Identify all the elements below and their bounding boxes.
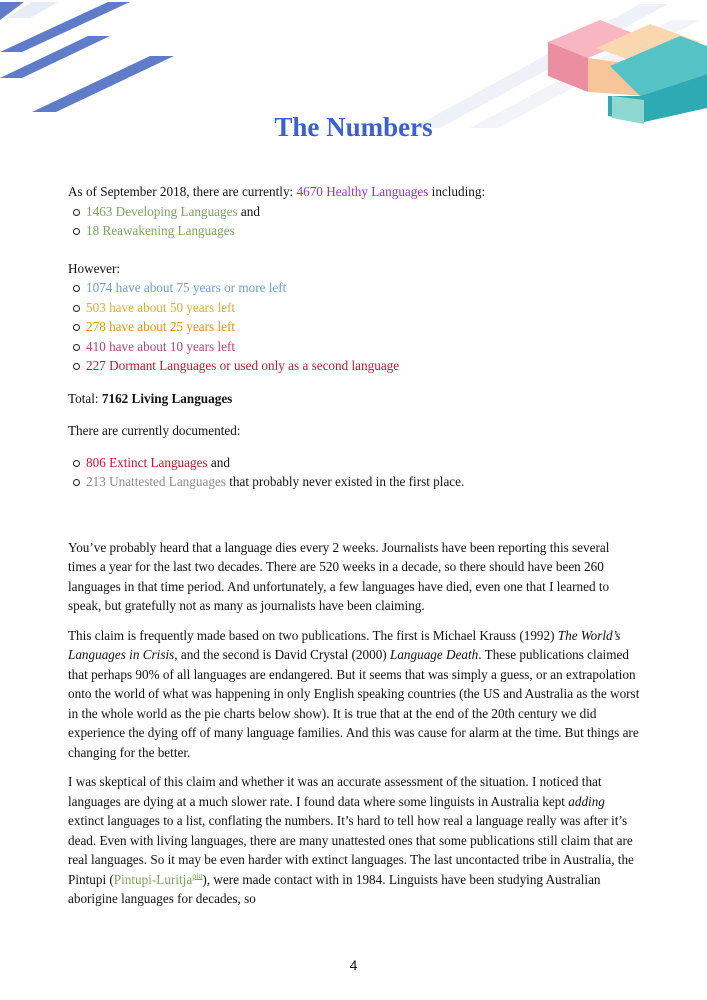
total-line: Total: 7162 Living Languages bbox=[68, 390, 233, 406]
paragraph-3: I was skeptical of this claim and whether it was an accurate assessment of the situation. I noticed that languages are dying at a much slower rate. I found data where some linguists in Australia kept adding extinct languages to a list, conflating the numbers. It’s hard to tell how real a language really was after it’s dead. Even with living languages, there are many unattested ones that some publications still claim that are real languages. So it may be even harder with extinct languages. The last uncontacted tribe in Australia, the Pintupi (Pintupi-Luritja$^{piu}$), were made contact with in 1984. Linguists have been studying Australian aborigine languages for decades, so bbox=[68, 774, 634, 906]
page-title: The Numbers bbox=[274, 112, 433, 142]
page-number: 4 bbox=[349, 957, 358, 973]
list-item: 806 Extinct Languages and bbox=[86, 453, 640, 473]
language-code-link[interactable]: piu bbox=[192, 871, 203, 881]
documented-label: There are currently documented: bbox=[68, 423, 241, 438]
paragraph-1: You’ve probably heard that a language dies every 2 weeks. Journalists have been reporting this several times a year for the last two decades. There are 520 weeks in a decade, so there should have been 260 languages in that time period. And unfortunately, a few languages have died, even one that I learned to speak, but gratefully not as many as journalists have been claiming. bbox=[68, 539, 610, 613]
paragraph-2: This claim is frequently made based on two publications. The first is Michael Krauss (1992) The World’s Languages in Crisis, and the second is David Crystal (2000) Language Death. These publications claimed that perhaps 90% of all languages are endangered. But it seems that was simply a guess, or an extrapolation onto the world of what was happening in only English speaking countries (the US and Australia as the worst in the whole world as the pie charts below show). It is true that at the end of the 20th century we did experience the dying off of many language families. And this was cause for alarm at the time. But things are changing for the better. bbox=[68, 627, 640, 760]
list-item: 1074 have about 75 years or more left bbox=[86, 278, 640, 298]
documented-list bbox=[68, 453, 640, 492]
book-title: Language Death bbox=[390, 647, 479, 662]
intro-line: As of September 2018, there are currently: 4670 Healthy Languages including: bbox=[68, 184, 486, 199]
pintupi-link[interactable]: Pintupi-Luritja bbox=[113, 871, 193, 887]
page-content bbox=[68, 182, 640, 919]
body-text bbox=[68, 538, 640, 909]
book-title: The World’s Languages in Crisis bbox=[68, 627, 621, 662]
however-label: However: bbox=[68, 260, 120, 276]
stripe-shape bbox=[32, 56, 174, 112]
total-value: 7162 Living Languages bbox=[101, 390, 233, 406]
stripe-shape bbox=[0, 2, 130, 52]
list-item: 278 have about 25 years left bbox=[86, 317, 640, 337]
list-item: 213 Unattested Languages that probably never existed in the first place. bbox=[86, 472, 640, 492]
list-item: 227 Dormant Languages or used only as a second language bbox=[86, 356, 640, 376]
healthy-breakdown-list bbox=[68, 202, 640, 241]
list-item: 18 Reawakening Languages bbox=[86, 221, 640, 241]
header-decoration bbox=[0, 0, 707, 130]
stripe-shape bbox=[0, 36, 110, 78]
endangered-list bbox=[68, 278, 640, 376]
healthy-count: 4670 Healthy Languages bbox=[296, 184, 429, 199]
list-item: 503 have about 50 years left bbox=[86, 298, 640, 318]
list-item: 1463 Developing Languages and bbox=[86, 202, 640, 222]
list-item: 410 have about 10 years left bbox=[86, 337, 640, 357]
